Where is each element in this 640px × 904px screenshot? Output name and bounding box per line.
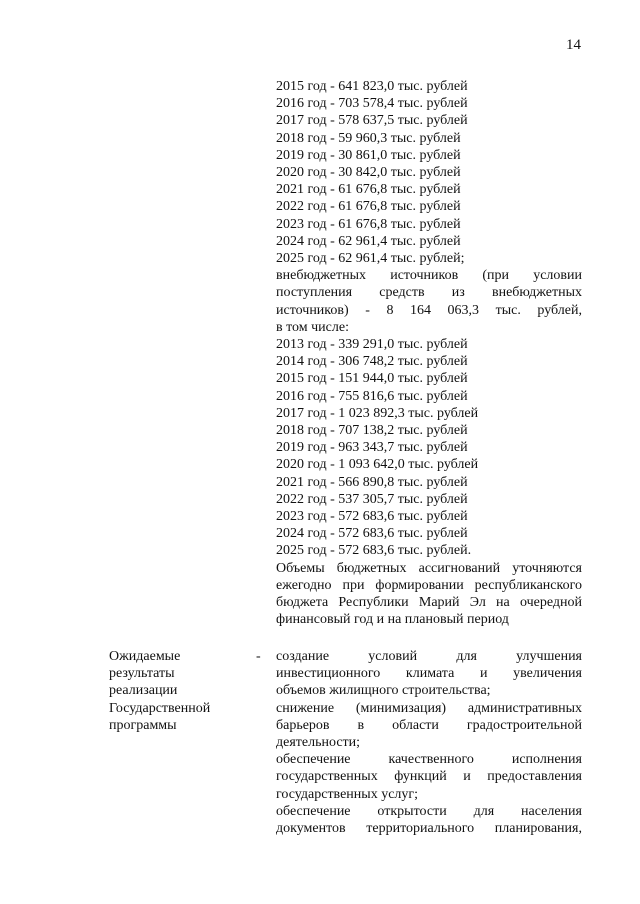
page-number: 14 — [566, 37, 581, 53]
allocation-note-line: Объемы бюджетных ассигнований уточняются — [276, 560, 582, 576]
extra-budget-paragraph — [276, 267, 582, 336]
result-line: государственных услуг; — [276, 786, 419, 802]
result-line: деятельности; — [276, 735, 361, 751]
budget-years-list-a — [276, 78, 582, 267]
allocation-note-paragraph — [276, 560, 582, 629]
expected-results-list — [276, 648, 582, 837]
result-item — [276, 751, 582, 803]
allocation-note-line: бюджета Республики Марий Эл на очередной — [276, 595, 582, 611]
budget-year-line: 2023 год - 572 683,6 тыс. рублей — [276, 509, 468, 525]
budget-year-line: 2025 год - 62 961,4 тыс. рублей; — [276, 251, 465, 267]
budget-year-line: 2014 год - 306 748,2 тыс. рублей — [276, 354, 468, 370]
budget-year-line: 2024 год - 572 683,6 тыс. рублей — [276, 526, 468, 542]
label-dash: - — [256, 649, 261, 664]
label-line: программы — [109, 717, 177, 733]
budget-year-line: 2016 год - 703 578,4 тыс. рублей — [276, 96, 468, 112]
result-line: обеспечение открытости для населения — [276, 803, 582, 819]
extra-budget-line: внебюджетных источников (при условии — [276, 268, 582, 284]
budget-year-line: 2021 год - 61 676,8 тыс. рублей — [276, 182, 461, 198]
extra-budget-line: источников) - 8 164 063,3 тыс. рублей, — [276, 302, 582, 318]
label-line: Государственной — [109, 700, 211, 716]
result-line: инвестиционного климата и увеличения — [276, 666, 582, 682]
result-line: создание условий для улучшения — [276, 649, 582, 664]
budget-year-line: 2013 год - 339 291,0 тыс. рублей — [276, 337, 468, 353]
budget-year-line: 2019 год - 963 343,7 тыс. рублей — [276, 440, 468, 456]
budget-years-list-b — [276, 336, 582, 560]
budget-year-line: 2015 год - 641 823,0 тыс. рублей — [276, 79, 468, 94]
extra-budget-line: в том числе: — [276, 319, 349, 335]
allocation-note-line: ежегодно при формировании республиканского — [276, 577, 582, 593]
result-line: документов территориального планирования, — [276, 821, 582, 837]
budget-year-line: 2018 год - 707 138,2 тыс. рублей — [276, 423, 468, 439]
extra-budget-line: поступления средств из внебюджетных — [276, 285, 582, 301]
allocation-note-line: финансовый год и на плановый период — [276, 612, 509, 628]
budget-year-line: 2020 год - 30 842,0 тыс. рублей — [276, 165, 461, 181]
result-item — [276, 700, 582, 752]
result-line: объемов жилищного строительства; — [276, 683, 491, 699]
budget-year-line: 2021 год - 566 890,8 тыс. рублей — [276, 474, 468, 490]
result-line: барьеров в области градостроительной — [276, 717, 582, 733]
budget-year-line: 2017 год - 578 637,5 тыс. рублей — [276, 113, 468, 129]
budget-year-line: 2022 год - 61 676,8 тыс. рублей — [276, 199, 461, 215]
budget-year-line: 2025 год - 572 683,6 тыс. рублей. — [276, 543, 472, 559]
label-line: Ожидаемые — [109, 649, 181, 664]
result-line: обеспечение качественного исполнения — [276, 752, 582, 768]
funding-column — [276, 78, 582, 629]
result-item — [276, 648, 582, 700]
budget-year-line: 2015 год - 151 944,0 тыс. рублей — [276, 371, 468, 387]
budget-year-line: 2020 год - 1 093 642,0 тыс. рублей — [276, 457, 479, 473]
budget-year-line: 2024 год - 62 961,4 тыс. рублей — [276, 233, 461, 249]
label-line: результаты — [109, 666, 175, 682]
extra-budget-total-line — [276, 302, 582, 319]
expected-results-label — [109, 648, 234, 734]
budget-year-line: 2016 год - 755 816,6 тыс. рублей — [276, 388, 468, 404]
result-line: государственных функций и предоставления — [276, 769, 582, 785]
budget-year-line: 2019 год - 30 861,0 тыс. рублей — [276, 147, 461, 163]
result-line: снижение (минимизация) административных — [276, 700, 582, 716]
budget-year-line: 2018 год - 59 960,3 тыс. рублей — [276, 130, 461, 146]
budget-year-line: 2023 год - 61 676,8 тыс. рублей — [276, 216, 461, 232]
result-item — [276, 803, 582, 837]
label-line: реализации — [109, 683, 178, 699]
budget-year-line: 2022 год - 537 305,7 тыс. рублей — [276, 491, 468, 507]
budget-year-line: 2017 год - 1 023 892,3 тыс. рублей — [276, 405, 479, 421]
